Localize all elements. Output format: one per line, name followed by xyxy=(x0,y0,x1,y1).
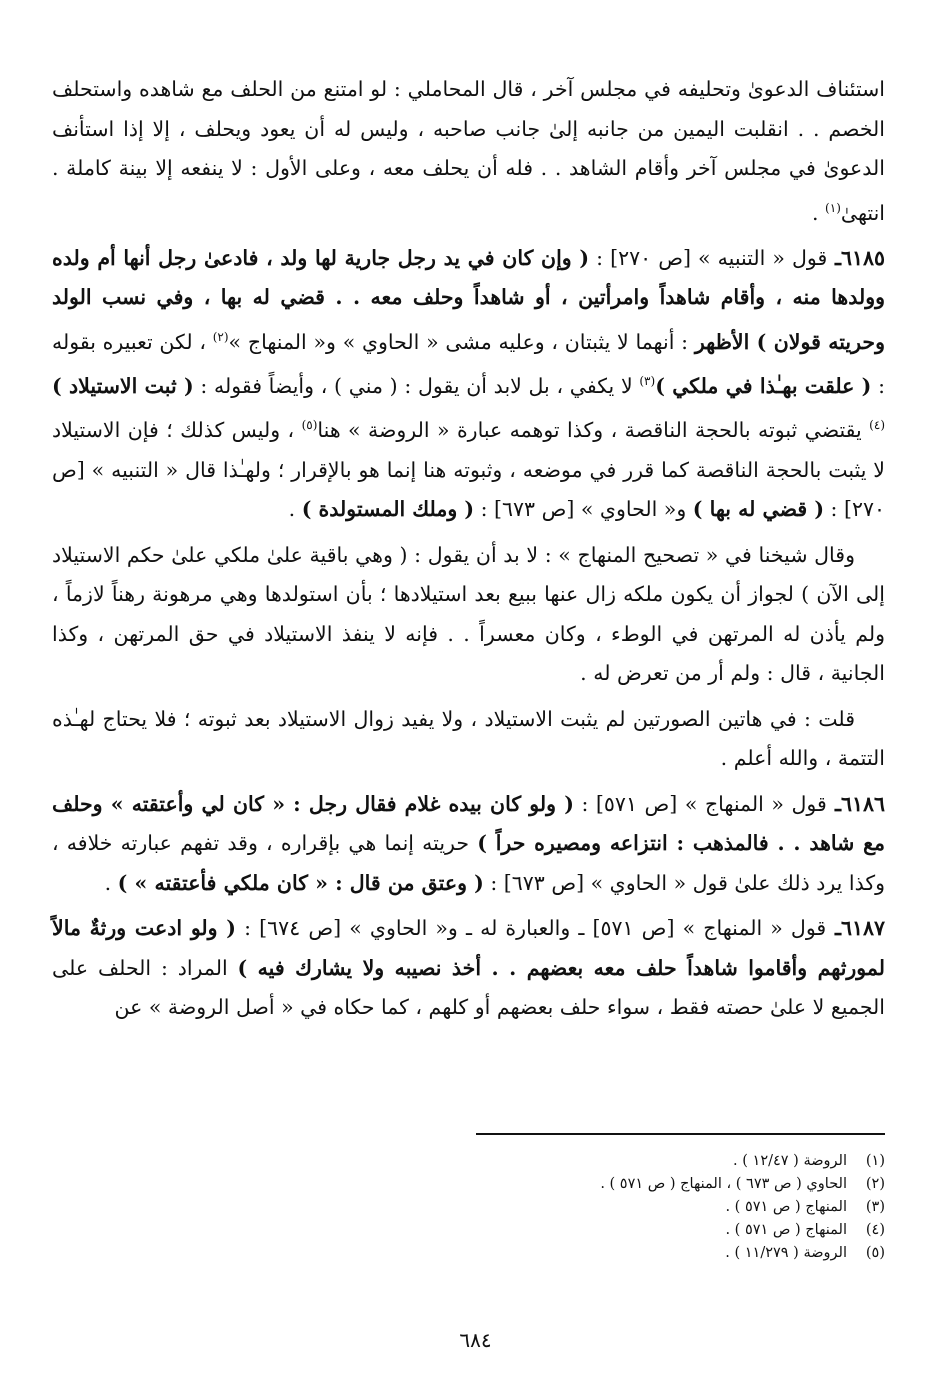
paragraph-qultu xyxy=(52,700,885,779)
footnote-marker: (٥) xyxy=(301,418,318,433)
bold-text: ( وعتق من قال : « كان ملكي فأعتقته » ) xyxy=(117,870,484,895)
footnote-divider xyxy=(476,1133,885,1135)
footnotes xyxy=(485,1150,885,1265)
footnote-number: (٢) xyxy=(865,1176,885,1192)
bold-text: ( ولو ادعت ورثةٌ مالاً لمورثهم وأقاموا شاهداً حلف معه بعضهم . . أخذ نصيبه ولا يشارك فيه ) xyxy=(52,916,885,980)
footnote-1 xyxy=(485,1150,885,1173)
bold-text: ٦١٨٧ـ xyxy=(826,916,886,941)
footnote-4 xyxy=(485,1219,885,1242)
text-run: : أنهما لا يثبتان ، وعليه مشى « الحاوي » و« المنهاج » xyxy=(228,329,695,354)
text-run: حريته إنما هي بإقراره ، وقد تفهم عبارته خلافه ، وكذا يرد ذلك علىٰ قول « الحاوي » [ص ٦٧٣] : xyxy=(52,831,885,895)
text-run: يقتضي ثبوته بالحجة الناقصة ، وكذا توهمه عبارة « الروضة » هنا xyxy=(317,418,870,443)
footnote-3 xyxy=(485,1196,885,1219)
text-run: ، وليس كذلك ؛ فإن الاستيلاد لا يثبت بالحجة الناقصة كما قرر في موضعه ، وثبوته هنا إنما هو بالإقرار ؛ ولهـٰذا قال « التنبيه » [ص ٢٧٠] : xyxy=(52,418,885,522)
bold-text: ( علقت بهـٰذا في ملكي ) xyxy=(655,373,872,398)
footnote-number: (١) xyxy=(865,1153,885,1169)
paragraph-continuation xyxy=(52,70,885,233)
bold-text: ( قضي له بها ) xyxy=(692,497,825,522)
footnote-marker: (٤) xyxy=(869,418,885,433)
text-run: المراد : الحلف على الجميع لا علىٰ حصته فقط ، سواء حلف بعضهم أو كلهم ، كما حكاه في « أصل الروضة » عن xyxy=(52,955,885,1020)
bold-text: ٦١٨٥ـ xyxy=(827,245,885,270)
text-run: استئناف الدعوىٰ وتحليفه في مجلس آخر ، قال المحاملي : لو امتنع من الحلف مع شاهده واستحلف الخصم . . انقلبت اليمين من جانبه إلىٰ جانب صاحبه ، وليس له أن يعود ويحلف ، إلا إذا استأنف الدعوىٰ في مجلس آخر وأقام الشاهد . . فله أن يحلف معه ، وعلى الأول : لا ينفعه إلا بينة كاملة . انتهىٰ xyxy=(52,77,885,225)
footnote-number: (٣) xyxy=(865,1199,885,1215)
text-run: . xyxy=(104,870,118,895)
text-run: و« الحاوي » [ص ٦٧٣] : xyxy=(474,497,693,522)
footnote-text: الحاوي ( ص ٦٧٣ ) ، المنهاج ( ص ٥٧١ ) . xyxy=(600,1176,847,1192)
bold-text: ٦١٨٦ـ xyxy=(826,791,886,816)
text-run: لا يكفي ، بل لابد أن يقول : ( مني ) ، وأيضاً فقوله : xyxy=(193,373,640,398)
bold-text: ( ولو كان بيده غلام فقال رجل : « كان لي وأعتقته » وحلف مع شاهد . . فالمذهب : انتزاعه ومصيره حراً ) xyxy=(52,791,885,856)
paragraph-shaykh-comment xyxy=(52,536,885,694)
footnote-text: المنهاج ( ص ٥٧١ ) . xyxy=(725,1199,847,1215)
bold-text: الأظهر xyxy=(694,329,750,354)
text-run: قول « المنهاج » [ص ٥٧١] : xyxy=(573,791,827,816)
footnote-5 xyxy=(485,1242,885,1265)
paragraph-6187 xyxy=(52,909,885,1028)
footnote-marker: (١) xyxy=(825,200,841,215)
main-text xyxy=(52,70,885,1034)
paragraph-6185 xyxy=(52,239,885,530)
paragraph-6186 xyxy=(52,785,885,904)
bold-text: ( وملك المستولدة ) xyxy=(301,497,475,522)
bold-text: ( وإن كان في يد رجل جارية لها ولد ، فادعىٰ رجل أنها أم ولده وولدها منه ، وأقام شاهداً وامرأتين ، أو شاهداً وحلف معه . . قضي له بها ، وفي نسب الولد وحريته قولان ) xyxy=(52,245,886,354)
text-run: قول « المنهاج » [ص ٥٧١] ـ والعبارة له ـ و« الحاوي » [ص ٦٧٤] : xyxy=(236,916,827,941)
text-run: وقال شيخنا في « تصحيح المنهاج » : لا بد أن يقول : ( وهي باقية علىٰ ملكي علىٰ حكم الاستيلاد إلى الآن ) لجواز أن يكون ملكه زال عنها ببيع بعد استيلادها ؛ بأن استولدها وهي مرهونة رهناً لازماً ، ولم يأذن له المرتهن في الوطء ، وكان معسراً . . فإنه لا ينفذ الاستيلاد في حق المرتهن ، وكذا الجانية ، قال : ولم أر من تعرض له . xyxy=(52,542,885,686)
text-run: قول « التنبيه » [ص ٢٧٠] : xyxy=(589,245,828,270)
footnote-2 xyxy=(485,1173,885,1196)
text-run: قلت : في هاتين الصورتين لم يثبت الاستيلاد ، ولا يفيد زوال الاستيلاد بعد ثبوته ؛ فلا يحتاج لهـٰذه التتمة ، والله أعلم . xyxy=(52,706,885,771)
footnote-marker: (٣) xyxy=(639,374,656,389)
page-number: ٦٨٤ xyxy=(459,1328,492,1352)
footnote-text: المنهاج ( ص ٥٧١ ) . xyxy=(725,1222,847,1238)
footnote-number: (٥) xyxy=(865,1245,885,1261)
bold-text: ( ثبت الاستيلاد ) xyxy=(52,373,194,398)
footnote-text: الروضة ( ١٢/٤٧ ) . xyxy=(733,1153,847,1169)
text-run: . xyxy=(812,200,826,225)
footnote-text: الروضة ( ١١/٢٧٩ ) . xyxy=(725,1245,847,1261)
footnote-marker: (٢) xyxy=(212,329,229,344)
text-run: . xyxy=(288,497,302,522)
text-run: ، لكن تعبيره بقوله : xyxy=(52,329,885,398)
footnote-number: (٤) xyxy=(865,1222,885,1238)
